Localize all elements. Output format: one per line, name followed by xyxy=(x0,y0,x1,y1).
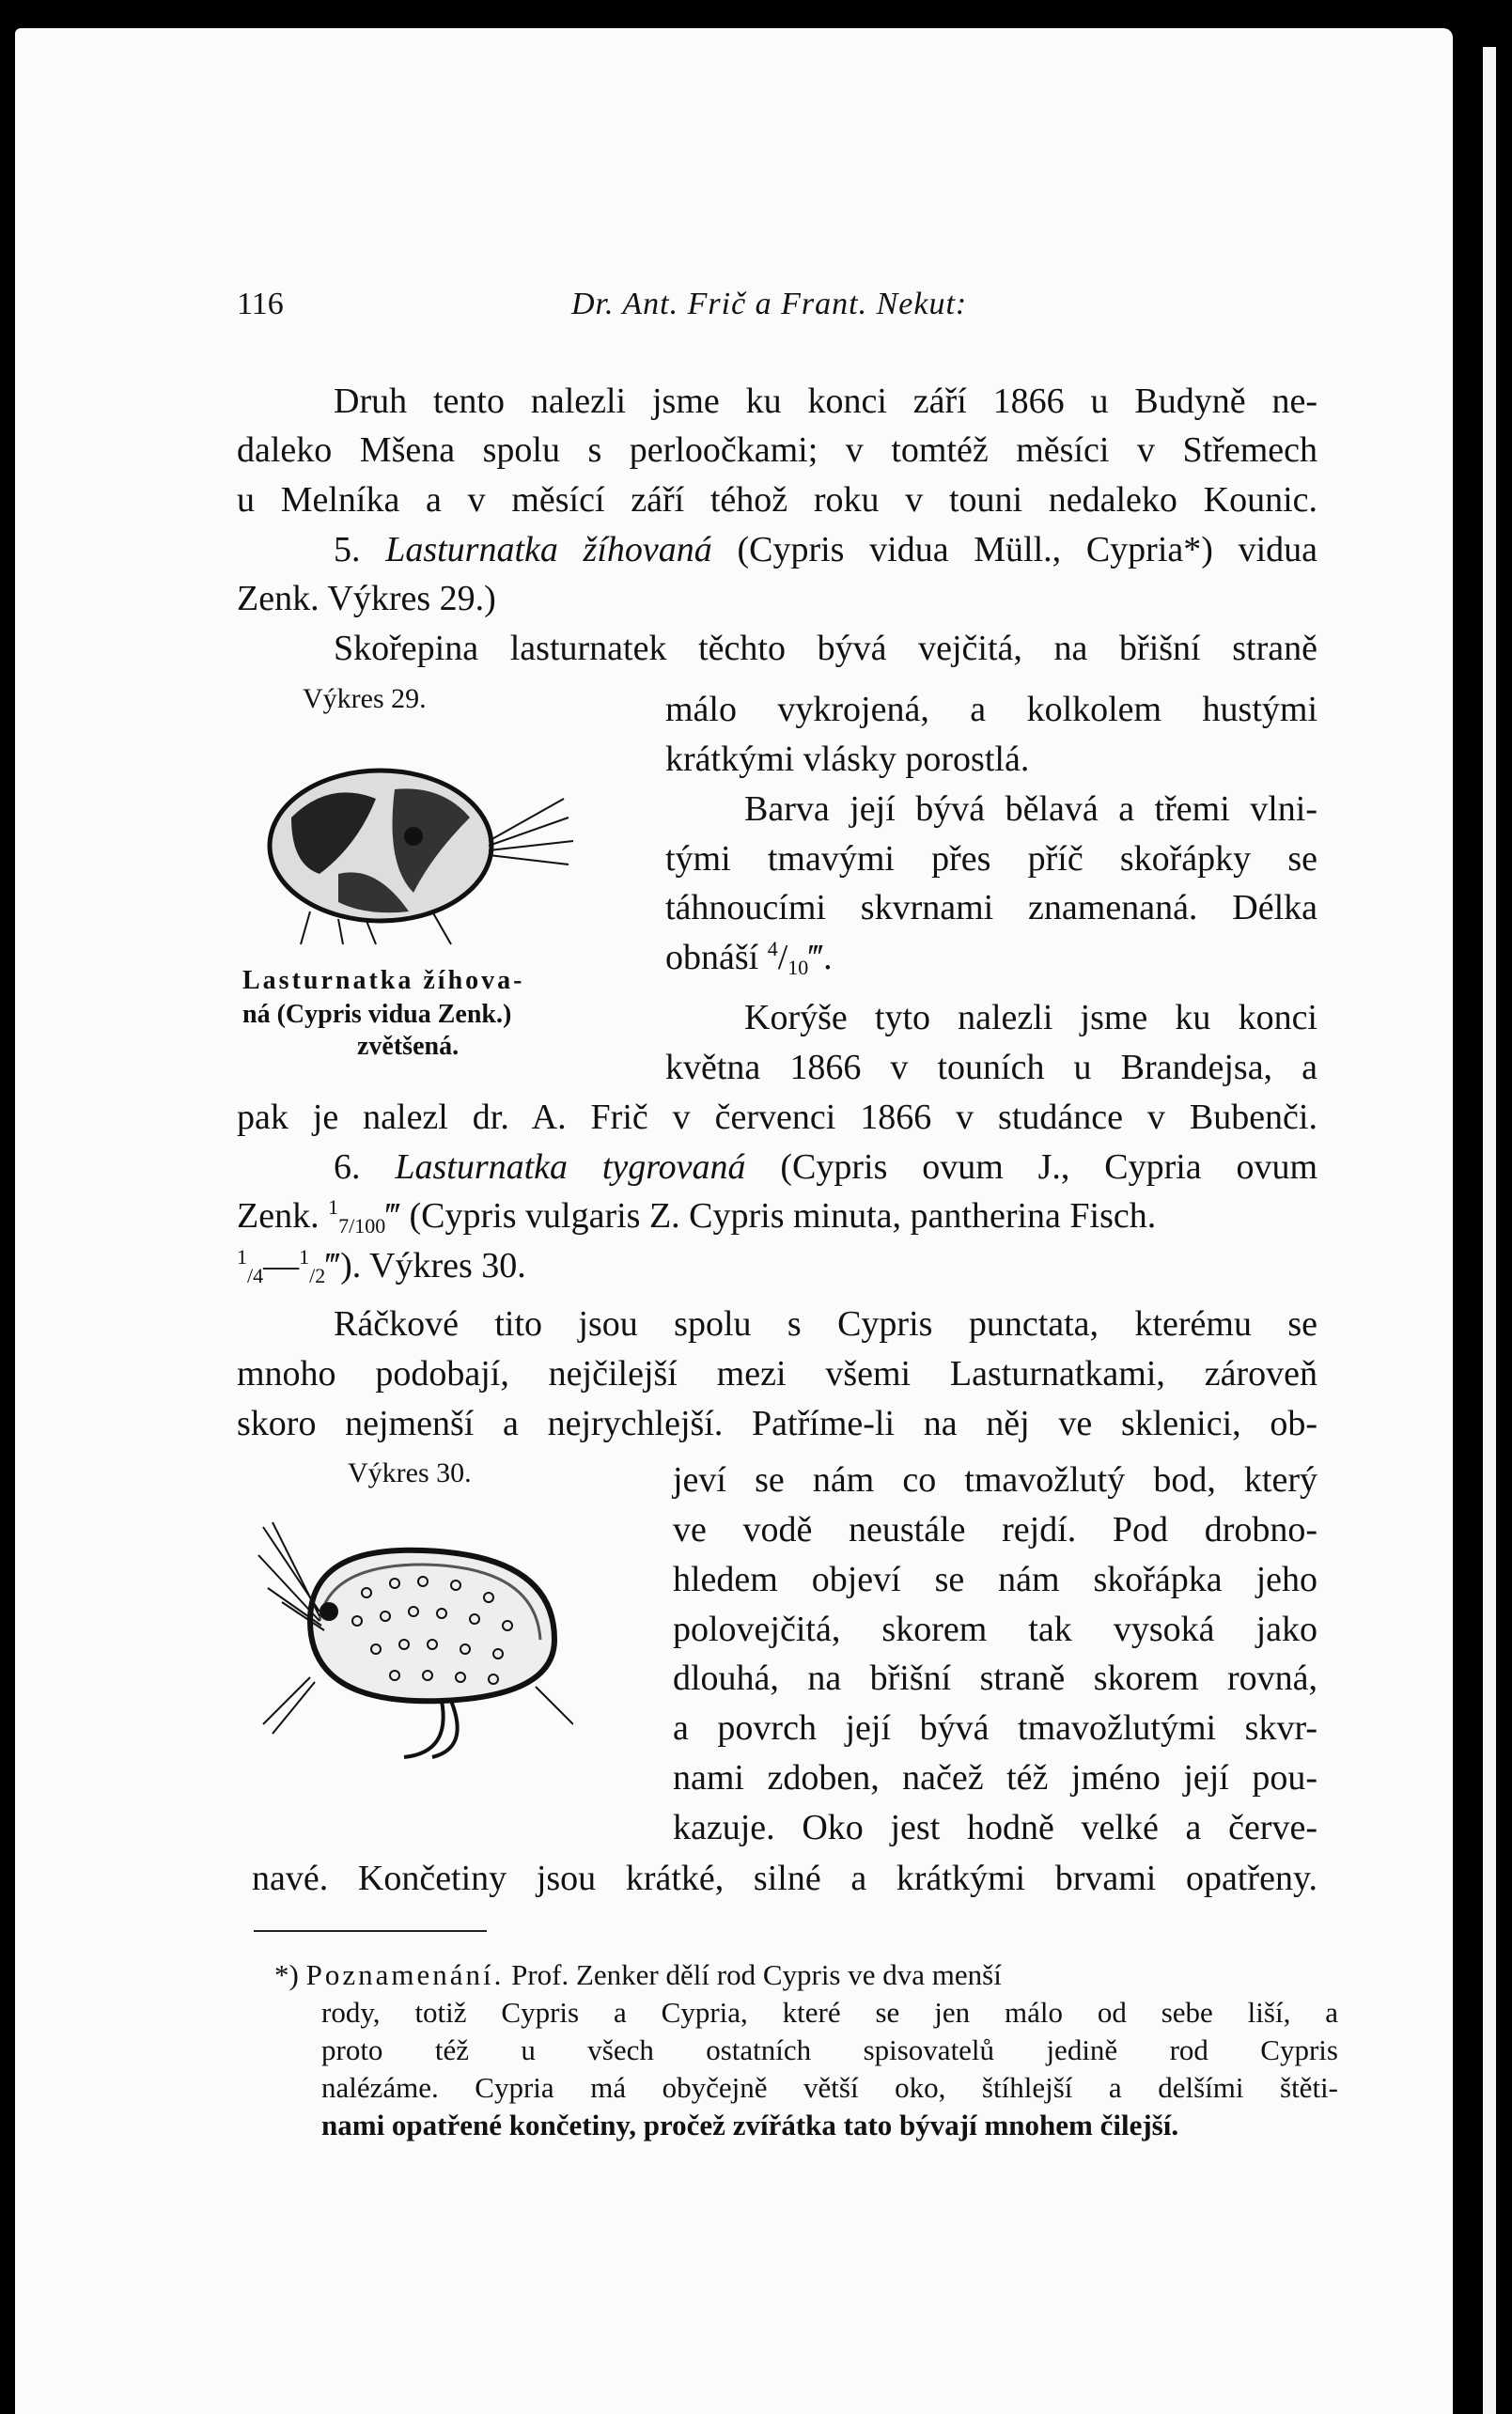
text-span: (Cypris ovum J., Cypria ovum xyxy=(780,1147,1318,1187)
text-span: (Cypris vidua Müll., Cypria*) vidua xyxy=(737,530,1318,569)
text-line: u Melníka a v měsící září téhož roku v touni nedaleko Kounic. xyxy=(237,480,1317,520)
text-line xyxy=(334,1144,1317,1191)
footnote-line: proto též u všech ostatních spisovatelů jedině rod Cypris xyxy=(321,2033,1338,2066)
page-header xyxy=(237,287,1327,334)
text-line: obnáší $^4/_{10}‴$. xyxy=(665,937,833,979)
figure-30-ostracod-illustration xyxy=(254,1508,573,1762)
text-line: pak je nalezl dr. A. Frič v červenci 1866 v studánce v Bubenči. xyxy=(237,1098,1317,1137)
species-name: Lasturnatka tygrovaná xyxy=(395,1147,746,1187)
page-edge xyxy=(1483,47,1496,2414)
figure-29-ostracod-illustration xyxy=(254,761,578,949)
species-name: Lasturnatka žíhovaná xyxy=(385,530,712,569)
figure-30-label: Výkres 30. xyxy=(348,1457,472,1488)
text-line: Ráčkové tito jsou spolu s Cypris punctata, kterému se xyxy=(334,1304,1317,1344)
footnote-rule xyxy=(254,1930,487,1932)
text-line: $^1_{/4}$—$^1_{/2}$‴). Výkres 30. xyxy=(237,1245,526,1287)
footnote-label: Poznamenání. xyxy=(305,1958,505,1991)
text-line: polovejčitá, skorem tak vysoká jako xyxy=(673,1610,1317,1649)
text-line: a povrch její bývá tmavožlutými skvr- xyxy=(673,1708,1317,1748)
text-line: krátkými vlásky porostlá. xyxy=(665,740,1030,779)
footnote-marker: *) xyxy=(274,1958,299,1991)
text-line: hledem objeví se nám skořápka jeho xyxy=(673,1560,1317,1599)
text-line: daleko Mšena spolu s perloočkami; v tomtéž měsíci v Střemech xyxy=(237,430,1317,470)
text-line: tými tmavými přes příč skořápky se xyxy=(665,839,1317,879)
text-line: kazuje. Oko jest hodně velké a červe- xyxy=(673,1808,1317,1847)
text-line: táhnoucími skvrnami znamenaná. Délka xyxy=(665,888,1317,927)
figure-29-caption: ná (Cypris vidua Zenk.) xyxy=(242,1000,512,1029)
text-line: května 1866 v touních u Brandejsa, a xyxy=(665,1048,1317,1087)
figure-29-caption: Lasturnatka žíhova- xyxy=(242,966,525,995)
footnote-line: nalézáme. Cypria má obyčejně větší oko, štíhlejší a delšími štěti- xyxy=(321,2071,1338,2104)
text-line: mnoho podobají, nejčilejší mezi všemi Lasturnatkami, zároveň xyxy=(237,1354,1317,1394)
text-line xyxy=(334,526,1317,573)
text-line: Druh tento nalezli jsme ku konci září 1866 u Budyně ne- xyxy=(334,382,1317,421)
text-line: málo vykrojená, a kolkolem hustými xyxy=(665,690,1317,729)
item-number: 6. xyxy=(334,1147,361,1187)
footnote-line: nami opatřené končetiny, pročež zvířátka tato bývají mnohem čilejší. xyxy=(321,2109,1179,2141)
figure-29-label: Výkres 29. xyxy=(303,683,427,714)
text-line: navé. Končetiny jsou krátké, silné a krátkými brvami opatřeny. xyxy=(252,1859,1317,1898)
footnote-line: *) Poznamenání. Prof. Zenker dělí rod Cypris ve dva menší xyxy=(274,1958,1002,1991)
running-title: Dr. Ant. Frič a Frant. Nekut: xyxy=(571,287,968,321)
text-line: dlouhá, na břišní straně skorem rovná, xyxy=(673,1659,1317,1698)
page-number: 116 xyxy=(237,287,284,321)
text-line: Zenk. $^1_{7/100}$‴ (Cypris vulgaris Z. Cypris minuta, pantherina Fisch. xyxy=(237,1195,1157,1238)
figure-29-caption: zvětšená. xyxy=(357,1032,460,1061)
text-line: nami zdoben, načež též jméno její pou- xyxy=(673,1758,1317,1798)
text-line: Skořepina lasturnatek těchto bývá vejčitá, na břišní straně xyxy=(334,629,1317,668)
text-line: Barva její bývá bělavá a třemi vlni- xyxy=(744,789,1317,829)
text-line: ve vodě neustále rejdí. Pod drobno- xyxy=(673,1510,1317,1550)
text-line: skoro nejmenší a nejrychlejší. Patříme-li na něj ve sklenici, ob- xyxy=(237,1404,1317,1443)
text-line: Zenk. Výkres 29.) xyxy=(237,579,496,618)
item-number: 5. xyxy=(334,530,361,569)
text-line: jeví se nám co tmavožlutý bod, který xyxy=(673,1460,1317,1500)
footnote-line: rody, totiž Cypris a Cypria, které se jen málo od sebe liší, a xyxy=(321,1996,1338,2029)
text-line: Korýše tyto nalezli jsme ku konci xyxy=(744,998,1317,1037)
